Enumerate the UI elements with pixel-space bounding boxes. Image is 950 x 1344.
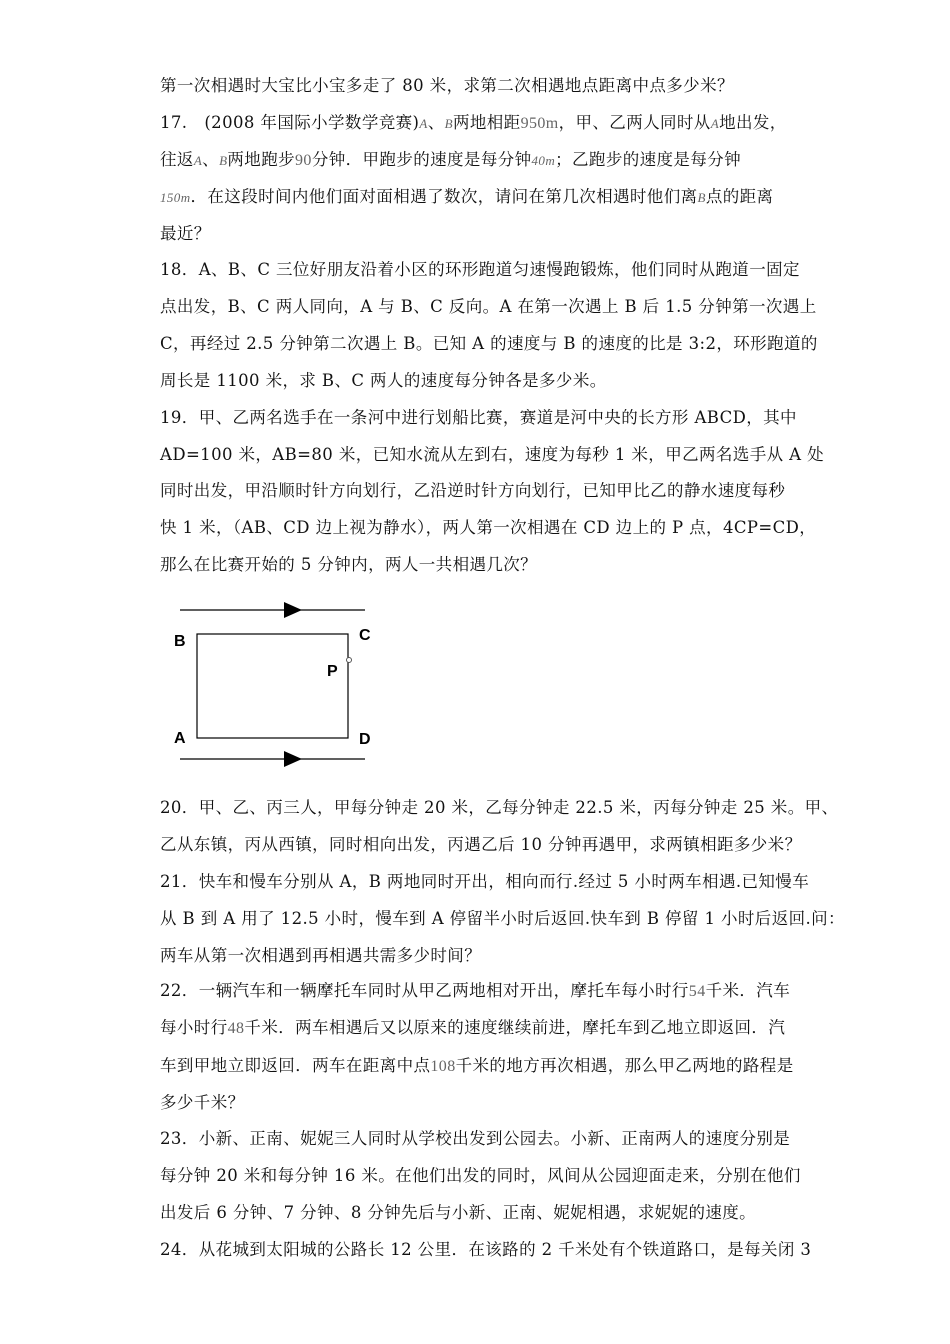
- question-18-line-4: 周长是 1100 米，求 B、C 两人的速度每分钟各是多少米。: [160, 371, 607, 390]
- question-21-line-1: 21．快车和慢车分别从 A，B 两地同时开出，相向而行.经过 5 小时两车相遇.已知慢车: [160, 872, 810, 891]
- question-18-line-1: 18．A、B、C 三位好朋友沿着小区的环形跑道匀速慢跑锻炼，他们同时从跑道一固定: [160, 260, 800, 279]
- label-c: C: [359, 627, 371, 644]
- question-19-line-2: AD=100 米，AB=80 米，已知水流从左到右，速度为每秒 1 米，甲乙两名选手从 A 处: [160, 445, 825, 464]
- question-18-line-2: 点出发，B、C 两人同向，A 与 B、C 反向。A 在第一次遇上 B 后 1.5 分钟第一次遇上: [160, 297, 817, 316]
- question-17-line-2: 往返A、B两地跑步90分钟．甲跑步的速度是每分钟40m；乙跑步的速度是每分钟: [160, 150, 742, 169]
- label-p: P: [327, 663, 338, 680]
- text-line: 第一次相遇时大宝比小宝多走了 80 米，求第二次相遇地点距离中点多少米？: [160, 76, 734, 95]
- question-20-line-1: 20．甲、乙、丙三人，甲每分钟走 20 米，乙每分钟走 22.5 米，丙每分钟走 25 米。甲、: [160, 798, 839, 817]
- rectangle-diagram: [165, 592, 395, 777]
- top-flow-arrow-icon: [284, 602, 302, 618]
- question-23-line-1: 23．小新、正南、妮妮三人同时从学校出发到公园去。小新、正南两人的速度分别是: [160, 1129, 791, 1148]
- question-22-line-2: 每小时行48千米．两车相遇后又以原来的速度继续前进，摩托车到乙地立即返回．汽: [160, 1018, 786, 1037]
- question-21-line-2: 从 B 到 A 用了 12.5 小时，慢车到 A 停留半小时后返回.快车到 B 停留 1 小时后返回.问：: [160, 909, 845, 928]
- question-22-line-3: 车到甲地立即返回．两车在距离中点108千米的地方再次相遇，那么甲乙两地的路程是: [160, 1056, 794, 1075]
- label-b: B: [174, 633, 186, 650]
- label-a: A: [174, 730, 186, 747]
- rectangle-abcd: [197, 634, 348, 738]
- point-p-marker: [347, 658, 352, 663]
- question-24-line-1: 24．从花城到太阳城的公路长 12 公里．在该路的 2 千米处有个铁道路口，是每关闭 3: [160, 1240, 812, 1259]
- question-19-line-4: 快 1 米，（AB、CD 边上视为静水），两人第一次相遇在 CD 边上的 P 点，4CP=CD，: [160, 518, 817, 537]
- bottom-flow-arrow-icon: [284, 751, 302, 767]
- question-23-line-3: 出发后 6 分钟、7 分钟、8 分钟先后与小新、正南、妮妮相遇，求妮妮的速度。: [160, 1203, 757, 1222]
- label-d: D: [359, 731, 371, 748]
- diagram-svg: [165, 592, 395, 777]
- question-19-line-3: 同时出发，甲沿顺时针方向划行，乙沿逆时针方向划行，已知甲比乙的静水速度每秒: [160, 481, 786, 500]
- question-17-line-1: 17. (2008 年国际小学数学竞赛)A、B两地相距950m，甲、乙两人同时从A地出发，: [160, 113, 787, 132]
- question-19-line-1: 19．甲、乙两名选手在一条河中进行划船比赛，赛道是河中央的长方形 ABCD，其中: [160, 408, 797, 427]
- question-23-line-2: 每分钟 20 米和每分钟 16 米。在他们出发的同时，风间从公园迎面走来，分别在他们: [160, 1166, 801, 1185]
- question-22-line-1: 22．一辆汽车和一辆摩托车同时从甲乙两地相对开出，摩托车每小时行54千米．汽车: [160, 981, 791, 1000]
- question-21-line-3: 两车从第一次相遇到再相遇共需多少时间？: [160, 946, 482, 965]
- question-17-line-4: 最近？: [160, 224, 211, 243]
- question-20-line-2: 乙从东镇，丙从西镇，同时相向出发，丙遇乙后 10 分钟再遇甲，求两镇相距多少米？: [160, 835, 802, 854]
- question-18-line-3: C，再经过 2.5 分钟第二次遇上 B。已知 A 的速度与 B 的速度的比是 3:2，环形跑道的: [160, 334, 818, 353]
- question-17-line-3: 150m．在这段时间内他们面对面相遇了数次，请问在第几次相遇时他们离B点的距离: [160, 187, 774, 206]
- question-19-line-5: 那么在比赛开始的 5 分钟内，两人一共相遇几次？: [160, 555, 538, 574]
- question-22-line-4: 多少千米？: [160, 1093, 245, 1112]
